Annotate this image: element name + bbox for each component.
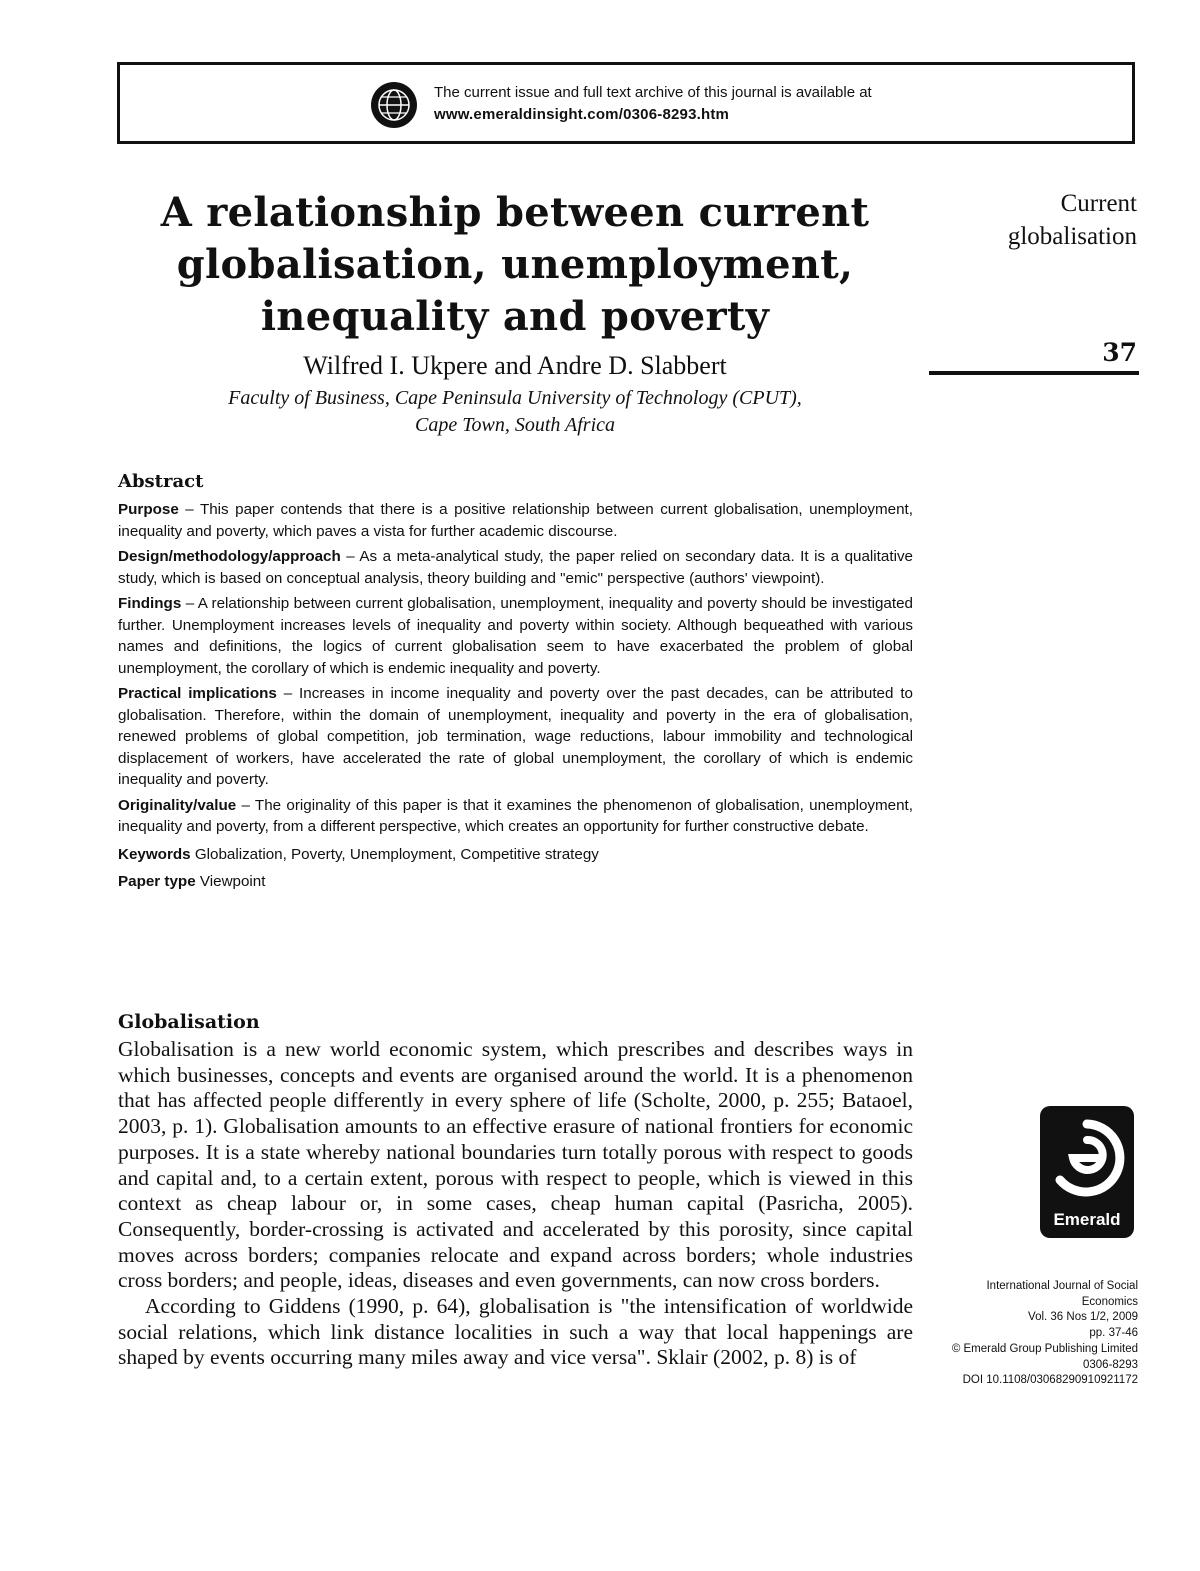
paper-type-text: Viewpoint <box>195 873 266 890</box>
body-paragraph: According to Giddens (1990, p. 64), globalisation is "the intensification of worldwide social relations, which link distance localities in such a way that local happenings are shaped by events occurring many miles away and vice versa". Sklair (2002, p. 8) is of <box>118 1294 913 1370</box>
journal-info-line: Vol. 36 Nos 1/2, 2009 <box>1028 1311 1138 1324</box>
emerald-logo-text: Emerald <box>1053 1210 1121 1229</box>
body-paragraph: Globalisation is a new world economic system, which prescribes and describes ways in which businesses, concepts and events are organised around the world. It is a phenomenon that has affected people differently in every sphere of life (Scholte, 2000, p. 255; Bataoel, 2003, p. 1). Globalisation amounts to an effective erasure of national frontiers for economic purposes. It is a state whereby national boundaries turn totally porous with respect to goods and capital and, to a certain extent, porous with respect to people, which is viewed in this context as cheap labour or, in some cases, cheap human capital (Pasricha, 2005). Consequently, border-crossing is activated and accelerated by this porosity, since capital moves across borders; companies relocate and expand across borders; whole industries cross borders; and people, ideas, diseases and even governments, can now cross borders. <box>118 1037 913 1293</box>
abstract-label: Practical implications <box>118 685 277 702</box>
abstract-findings <box>118 593 913 679</box>
abstract-label: Originality/value <box>118 796 237 814</box>
journal-info-line: © Emerald Group Publishing Limited <box>951 1342 1138 1355</box>
banner-line: The current issue and full text archive of this journal is available at <box>434 84 872 101</box>
journal-info-line: International Journal of Social <box>986 1280 1138 1292</box>
keywords-label: Keywords <box>118 845 191 863</box>
emerald-logo <box>1040 1106 1134 1238</box>
abstract-originality <box>118 795 913 838</box>
title-line: globalisation, unemployment, <box>176 241 854 288</box>
abstract-purpose <box>118 499 913 542</box>
page-number-rule <box>929 371 1139 375</box>
abstract-label: Purpose <box>118 501 179 518</box>
emerald-swirl-icon <box>1040 1106 1134 1216</box>
abstract-text: – Increases in income inequality and poverty over the past decades, can be attributed to globalisation. Therefore, within the domain of unemployment, inequality and poverty in the era of globalisation, renewed problems of global competition, job termination, wage reductions, labour immobility and technological displacement of workers, have accelerated the rate of global unemployment, the corollary of which is endemic inequality and poverty. <box>118 685 913 788</box>
abstract-text: – The originality of this paper is that it examines the phenomenon of globalisation, unemployment, inequality and poverty, from a different perspective, which creates an opportunity for further constructive debate. <box>118 796 913 835</box>
abstract-heading: Abstract <box>118 471 204 492</box>
journal-info <box>952 1279 1138 1389</box>
paper-type <box>118 871 913 893</box>
title-line: inequality and poverty <box>260 293 770 340</box>
affiliation-line: Faculty of Business, Cape Peninsula University of Technology (CPUT), <box>228 387 802 409</box>
abstract-label: Findings <box>118 595 182 612</box>
journal-info-line: pp. 37-46 <box>1089 1327 1138 1340</box>
authors: Wilfred I. Ukpere and Andre D. Slabbert <box>303 351 727 380</box>
abstract-text: – As a meta-analytical study, the paper relied on secondary data. It is a qualitative study, which is based on conceptual analysis, theory building and "emic" perspective (authors' viewpoint). <box>118 548 913 587</box>
journal-info-line: 0306-8293 <box>1083 1358 1138 1371</box>
abstract-text: – This paper contends that there is a positive relationship between current globalisation, unemployment, inequality and poverty, which paves a vista for further academic discourse. <box>118 501 913 540</box>
paper-title <box>117 187 913 343</box>
abstract-design <box>118 546 913 589</box>
banner-text <box>434 82 872 126</box>
journal-info-line: Economics <box>1081 1295 1138 1308</box>
section-heading: Globalisation <box>118 1011 260 1033</box>
journal-info-line: DOI 10.1108/03068290910921172 <box>962 1374 1138 1387</box>
journal-url-link[interactable]: www.emeraldinsight.com/0306-8293.htm <box>434 106 730 123</box>
abstract-label: Design/methodology/approach <box>118 548 341 565</box>
paper-type-label: Paper type <box>118 873 196 890</box>
abstract-text: – A relationship between current globalisation, unemployment, inequality and poverty should be investigated further. Unemployment increases levels of inequality and poverty within society. Although bequeathed with various names and definitions, the logics of current globalisation seem to have exacerbated the problem of global unemployment, the corollary of which is endemic inequality and poverty. <box>118 595 913 677</box>
running-head-line: globalisation <box>1007 223 1137 250</box>
abstract <box>118 470 913 897</box>
running-head-line: Current <box>1060 190 1137 217</box>
page-number: 37 <box>1102 338 1137 367</box>
globe-icon <box>370 81 418 129</box>
affiliation <box>117 385 913 439</box>
affiliation-line: Cape Town, South Africa <box>414 414 616 436</box>
keywords <box>118 844 913 866</box>
body-text <box>118 1009 913 1371</box>
running-head <box>1008 187 1137 253</box>
title-line: A relationship between current <box>160 189 870 236</box>
keywords-text: Globalization, Poverty, Unemployment, Competitive strategy <box>190 845 599 863</box>
abstract-practical <box>118 683 913 791</box>
journal-availability-banner <box>117 62 1135 144</box>
